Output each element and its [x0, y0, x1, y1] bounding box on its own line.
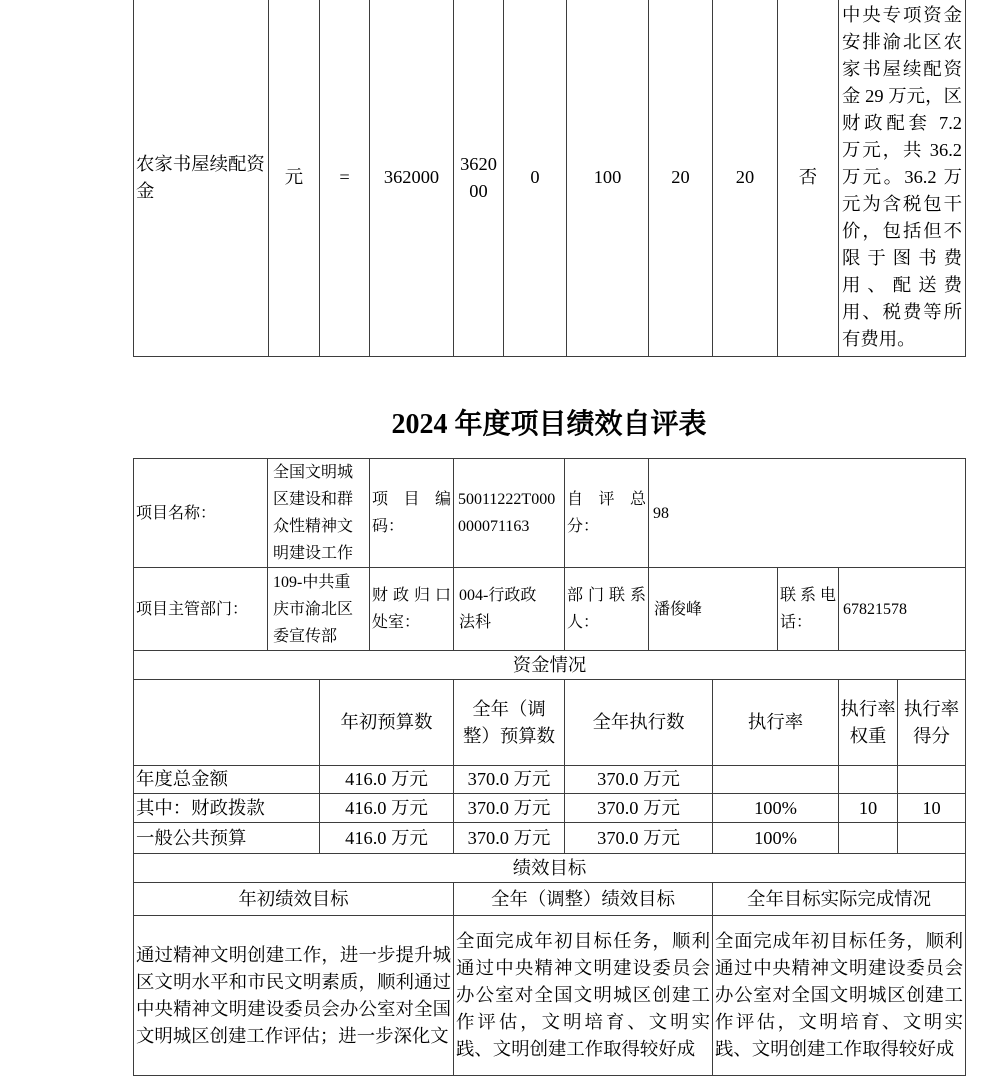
- funding-row-label: 年度总金额: [134, 766, 320, 794]
- project-name-row: [134, 459, 966, 568]
- page-title: 2024 年度项目绩效自评表: [391, 409, 707, 440]
- funding-rate-value: 100%: [713, 794, 839, 823]
- funding-header-rate-weight: 执行率权重: [839, 680, 898, 766]
- self-evaluation-table: [133, 458, 966, 1076]
- goals-header-initial: 年初绩效目标: [134, 883, 454, 916]
- prev-indicator-row: [134, 0, 966, 356]
- funding-rate-value: 100%: [713, 823, 839, 854]
- goals-header-actual: 全年目标实际完成情况: [713, 883, 966, 916]
- funding-row-fiscal: [134, 794, 966, 823]
- funding-executed-value: 370.0 万元: [565, 766, 713, 794]
- phone-value: 67821578: [839, 568, 966, 651]
- funding-rate-score-value: 10: [898, 794, 966, 823]
- self-score-label: 自评总分：: [565, 459, 649, 568]
- funding-rate-score-value: [898, 823, 966, 854]
- funding-header-rate: 执行率: [713, 680, 839, 766]
- goals-section-title: 绩效目标: [134, 854, 966, 883]
- finance-office-value: 004-行政政法科: [454, 568, 565, 651]
- indicator-name-cell: 农家书屋续配资金: [134, 0, 269, 356]
- dept-label: 项目主管部门：: [134, 568, 268, 651]
- self-score-value: 98: [649, 459, 966, 568]
- indicator-relation-cell: =: [320, 0, 370, 356]
- funding-initial-value: 416.0 万元: [320, 766, 454, 794]
- funding-header-rate-score: 执行率得分: [898, 680, 966, 766]
- funding-header-executed: 全年执行数: [565, 680, 713, 766]
- funding-header-adjusted: 全年（调整）预算数: [454, 680, 565, 766]
- funding-adjusted-value: 370.0 万元: [454, 823, 565, 854]
- goals-header-adjusted: 全年（调整）绩效目标: [454, 883, 713, 916]
- project-code-value: 50011222T000000071163: [454, 459, 565, 568]
- funding-rate-weight-value: 10: [839, 794, 898, 823]
- indicator-target-cell: 362000: [370, 0, 454, 356]
- funding-rate-score-value: [898, 766, 966, 794]
- indicator-score-cell: 20: [713, 0, 778, 356]
- goals-section-row: [134, 854, 966, 883]
- goals-content-row: [134, 916, 966, 1076]
- finance-office-label: 财政归口处室：: [370, 568, 454, 651]
- funding-section-row: [134, 651, 966, 680]
- project-dept-row: [134, 568, 966, 651]
- funding-executed-value: 370.0 万元: [565, 794, 713, 823]
- funding-header-initial: 年初预算数: [320, 680, 454, 766]
- project-code-label: 项目编码：: [370, 459, 454, 568]
- funding-row-total: [134, 766, 966, 794]
- indicator-deviation-cell: 否: [778, 0, 839, 356]
- funding-row-label: 其中：财政拨款: [134, 794, 320, 823]
- funding-header-row: [134, 680, 966, 766]
- project-name-value: 全国文明城区建设和群众性精神文明建设工作: [268, 459, 370, 568]
- funding-adjusted-value: 370.0 万元: [454, 794, 565, 823]
- indicator-adjusted-target-cell: 362000: [454, 0, 504, 356]
- dept-value: 109-中共重庆市渝北区委宣传部: [268, 568, 370, 651]
- project-name-label: 项目名称：: [134, 459, 268, 568]
- funding-row-public-budget: [134, 823, 966, 854]
- funding-rate-value: [713, 766, 839, 794]
- funding-rate-weight-value: [839, 823, 898, 854]
- goals-initial-text: 通过精神文明创建工作，进一步提升城区文明水平和市民文明素质，顺利通过中央精神文明建设委员会办公室对全国文明城区创建工作评估；进一步深化文: [134, 916, 454, 1076]
- contact-value: 潘俊峰: [649, 568, 778, 651]
- funding-initial-value: 416.0 万元: [320, 794, 454, 823]
- indicator-weight-cell: 20: [649, 0, 713, 356]
- funding-executed-value: 370.0 万元: [565, 823, 713, 854]
- indicator-value-cell: 0: [504, 0, 567, 356]
- phone-label: 联系电话：: [778, 568, 839, 651]
- contact-label: 部门联系人：: [565, 568, 649, 651]
- goals-header-row: [134, 883, 966, 916]
- funding-row-label: 一般公共预算: [134, 823, 320, 854]
- goals-actual-text: 全面完成年初目标任务，顺利通过中央精神文明建设委员会办公室对全国文明城区创建工作评估，文明培育、文明实践、文明创建工作取得较好成: [713, 916, 966, 1076]
- funding-adjusted-value: 370.0 万元: [454, 766, 565, 794]
- indicator-unit-cell: 元: [269, 0, 320, 356]
- funding-corner-cell: [134, 680, 320, 766]
- indicator-note-cell: 中央专项资金安排渝北区农家书屋续配资金 29 万元，区财政配套 7.2 万元，共 36.2 万元。36.2 万元为含税包干价，包括但不限于图书费用、配送费用、税费等所有费用。: [839, 0, 966, 356]
- funding-section-title: 资金情况: [134, 651, 966, 680]
- funding-initial-value: 416.0 万元: [320, 823, 454, 854]
- prev-indicator-table: [133, 0, 966, 357]
- funding-rate-weight-value: [839, 766, 898, 794]
- goals-adjusted-text: 全面完成年初目标任务，顺利通过中央精神文明建设委员会办公室对全国文明城区创建工作评估，文明培育、文明实践、文明创建工作取得较好成: [454, 916, 713, 1076]
- indicator-completion-cell: 100: [567, 0, 649, 356]
